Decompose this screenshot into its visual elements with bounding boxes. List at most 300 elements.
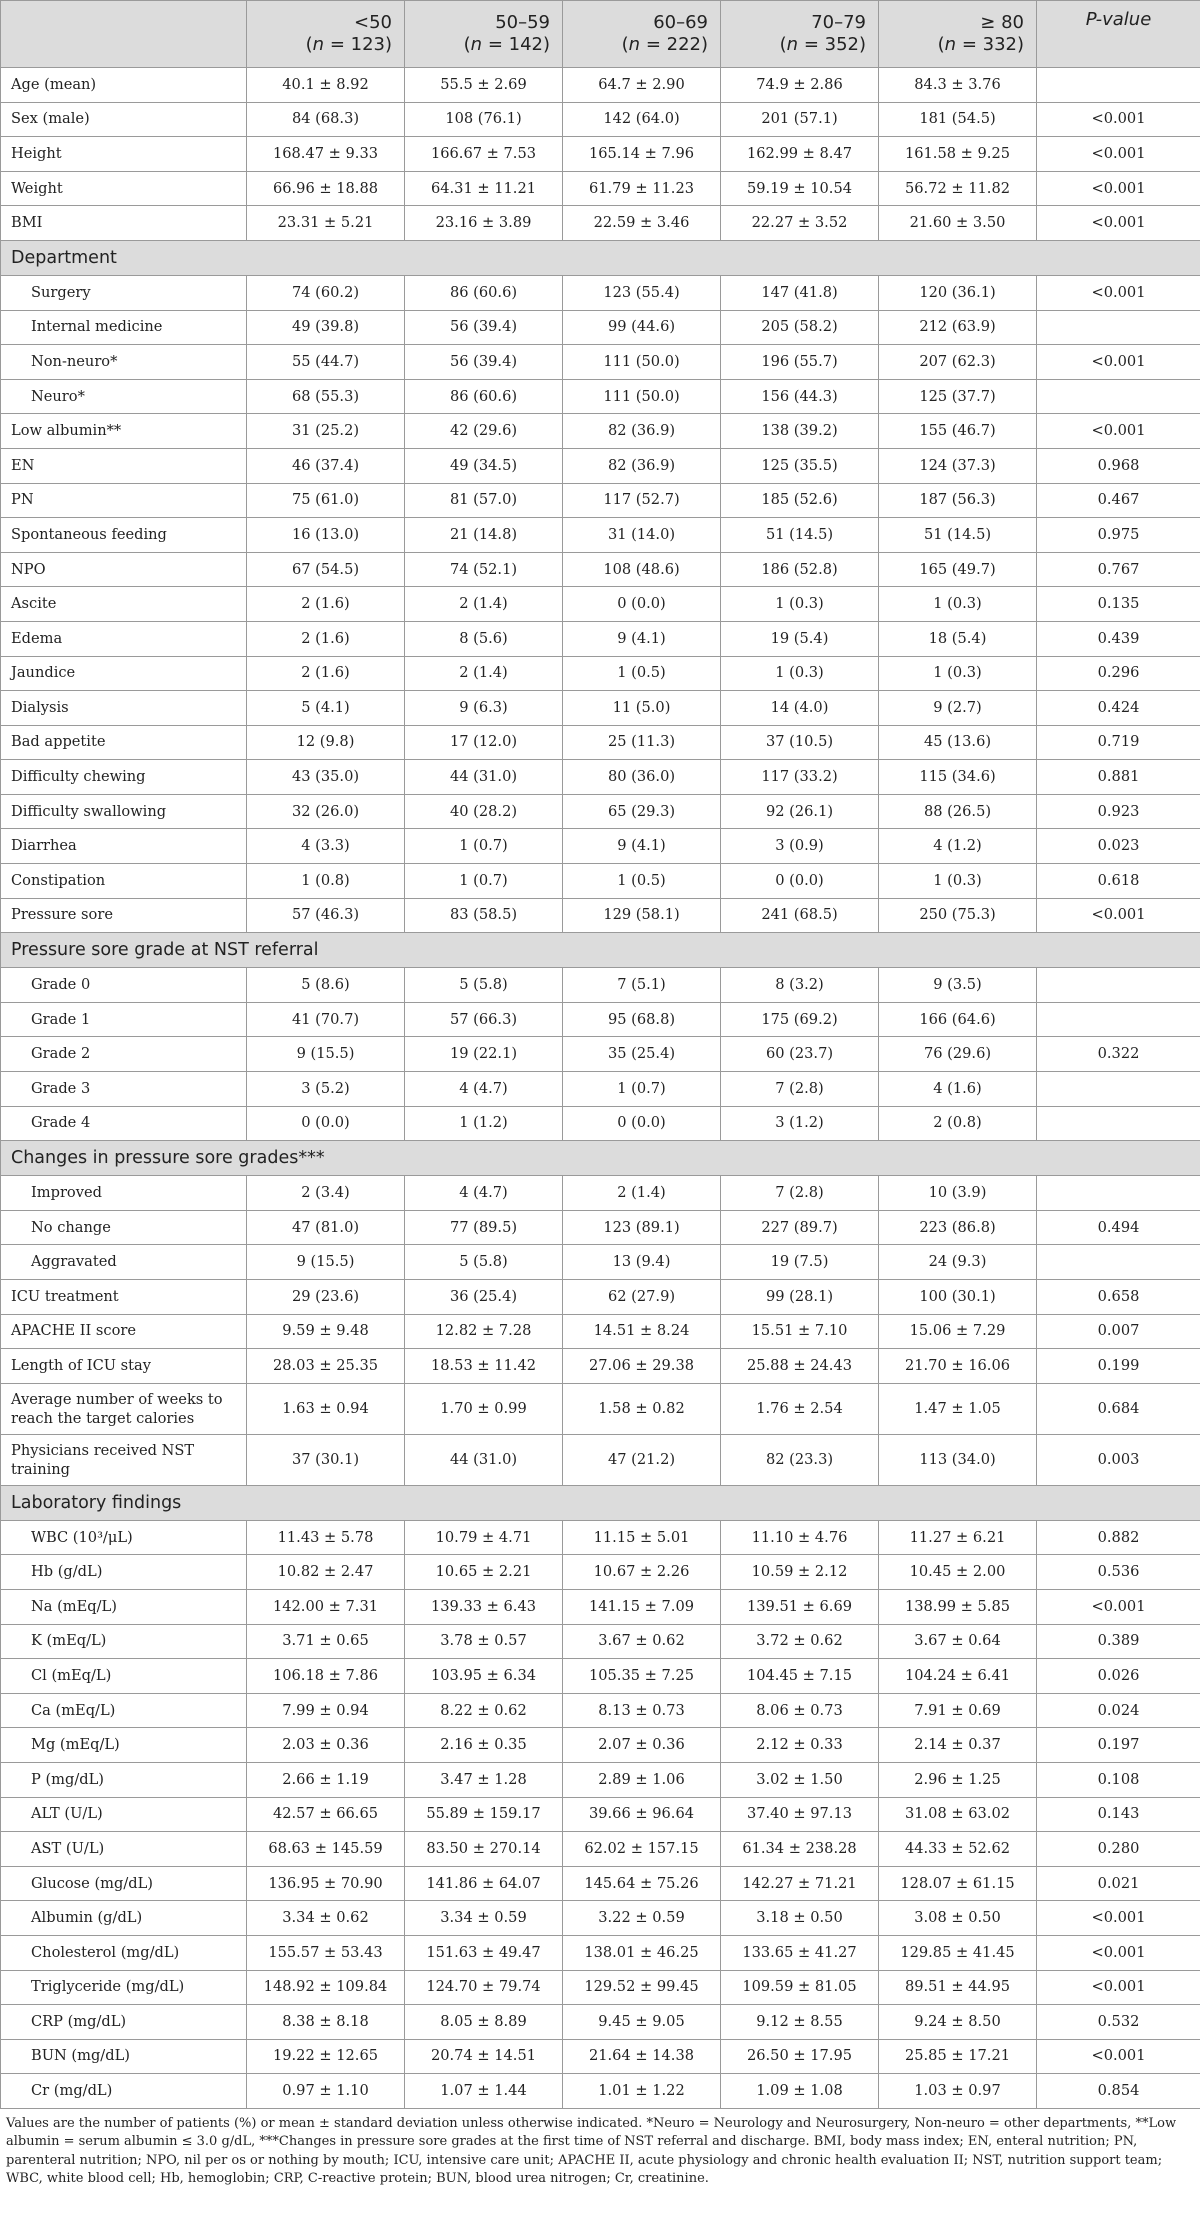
pvalue-cell (1037, 1106, 1200, 1141)
row-label: Cholesterol (mg/dL) (1, 1935, 247, 1970)
row-label: Hb (g/dL) (1, 1555, 247, 1590)
value-cell: 11.15 ± 5.01 (563, 1520, 721, 1555)
row-label: BMI (1, 206, 247, 241)
table-row (1, 829, 1200, 864)
row-label: Weight (1, 171, 247, 206)
table-row (1, 968, 1200, 1003)
header-group-n: (n = 123) (305, 34, 392, 55)
value-cell: 14.51 ± 8.24 (563, 1314, 721, 1349)
value-cell: 155 (46.7) (879, 414, 1037, 449)
value-cell: 68 (55.3) (247, 379, 405, 414)
value-cell: 62 (27.9) (563, 1280, 721, 1315)
table-row (1, 691, 1200, 726)
value-cell: 2 (1.4) (563, 1176, 721, 1211)
value-cell: 59.19 ± 10.54 (721, 171, 879, 206)
value-cell: 2.66 ± 1.19 (247, 1762, 405, 1797)
pvalue-cell: 0.767 (1037, 552, 1200, 587)
value-cell: 9 (2.7) (879, 691, 1037, 726)
table-row (1, 1555, 1200, 1590)
value-cell: 36 (25.4) (405, 1280, 563, 1315)
value-cell: 20.74 ± 14.51 (405, 2039, 563, 2074)
table-row (1, 68, 1200, 103)
pvalue-cell: <0.001 (1037, 206, 1200, 241)
value-cell: 108 (48.6) (563, 552, 721, 587)
table-row (1, 1434, 1200, 1485)
row-label: Internal medicine (1, 310, 247, 345)
value-cell: 12.82 ± 7.28 (405, 1314, 563, 1349)
table-body (1, 68, 1200, 2109)
value-cell: 3 (5.2) (247, 1072, 405, 1107)
value-cell: 2.16 ± 0.35 (405, 1728, 563, 1763)
header-group-n: (n = 352) (779, 34, 866, 55)
table-row (1, 1280, 1200, 1315)
value-cell: 13 (9.4) (563, 1245, 721, 1280)
pvalue-cell: <0.001 (1037, 1901, 1200, 1936)
value-cell: 165.14 ± 7.96 (563, 137, 721, 172)
value-cell: 142.27 ± 71.21 (721, 1866, 879, 1901)
pvalue-cell: 0.322 (1037, 1037, 1200, 1072)
value-cell: 8 (5.6) (405, 621, 563, 656)
row-label: Constipation (1, 864, 247, 899)
table-row (1, 448, 1200, 483)
header-pvalue: P-value (1037, 1, 1200, 68)
table-row (1, 760, 1200, 795)
pvalue-cell: 0.719 (1037, 725, 1200, 760)
table-row (1, 483, 1200, 518)
value-cell: 9.24 ± 8.50 (879, 2005, 1037, 2040)
value-cell: 80 (36.0) (563, 760, 721, 795)
value-cell: 46 (37.4) (247, 448, 405, 483)
value-cell: 3.47 ± 1.28 (405, 1762, 563, 1797)
value-cell: 49 (39.8) (247, 310, 405, 345)
value-cell: 65 (29.3) (563, 794, 721, 829)
value-cell: 26.50 ± 17.95 (721, 2039, 879, 2074)
value-cell: 129.52 ± 99.45 (563, 1970, 721, 2005)
table-row (1, 1210, 1200, 1245)
table-row (1, 1762, 1200, 1797)
pvalue-cell: <0.001 (1037, 1970, 1200, 2005)
value-cell: 68.63 ± 145.59 (247, 1832, 405, 1867)
value-cell: 35 (25.4) (563, 1037, 721, 1072)
table-row (1, 1970, 1200, 2005)
value-cell: 3.71 ± 0.65 (247, 1624, 405, 1659)
value-cell: 1 (0.3) (879, 656, 1037, 691)
value-cell: 241 (68.5) (721, 898, 879, 933)
value-cell: 4 (3.3) (247, 829, 405, 864)
row-label: WBC (10³/μL) (1, 1520, 247, 1555)
pvalue-cell: 0.007 (1037, 1314, 1200, 1349)
value-cell: 3.72 ± 0.62 (721, 1624, 879, 1659)
pvalue-cell: 0.199 (1037, 1349, 1200, 1384)
value-cell: 250 (75.3) (879, 898, 1037, 933)
pvalue-cell: 0.143 (1037, 1797, 1200, 1832)
pvalue-cell: 0.854 (1037, 2074, 1200, 2109)
value-cell: 5 (4.1) (247, 691, 405, 726)
value-cell: 21.60 ± 3.50 (879, 206, 1037, 241)
value-cell: 41 (70.7) (247, 1002, 405, 1037)
value-cell: 3.02 ± 1.50 (721, 1762, 879, 1797)
value-cell: 7 (2.8) (721, 1072, 879, 1107)
table-row (1, 1797, 1200, 1832)
value-cell: 11.10 ± 4.76 (721, 1520, 879, 1555)
value-cell: 11 (5.0) (563, 691, 721, 726)
value-cell: 60 (23.7) (721, 1037, 879, 1072)
row-label: Spontaneous feeding (1, 518, 247, 553)
value-cell: 139.51 ± 6.69 (721, 1589, 879, 1624)
row-label: Dialysis (1, 691, 247, 726)
value-cell: 1 (0.7) (563, 1072, 721, 1107)
value-cell: 124 (37.3) (879, 448, 1037, 483)
table-row (1, 552, 1200, 587)
value-cell: 12 (9.8) (247, 725, 405, 760)
header-age-group (563, 1, 721, 68)
pvalue-cell: 0.684 (1037, 1383, 1200, 1434)
value-cell: 1.07 ± 1.44 (405, 2074, 563, 2109)
value-cell: 64.31 ± 11.21 (405, 171, 563, 206)
value-cell: 151.63 ± 49.47 (405, 1935, 563, 1970)
value-cell: 117 (52.7) (563, 483, 721, 518)
table-row (1, 206, 1200, 241)
table-row (1, 2074, 1200, 2109)
value-cell: 0 (0.0) (563, 1106, 721, 1141)
row-label: Grade 4 (1, 1106, 247, 1141)
pvalue-cell: <0.001 (1037, 2039, 1200, 2074)
value-cell: 1.70 ± 0.99 (405, 1383, 563, 1434)
value-cell: 9.12 ± 8.55 (721, 2005, 879, 2040)
value-cell: 100 (30.1) (879, 1280, 1037, 1315)
value-cell: 4 (4.7) (405, 1176, 563, 1211)
pvalue-cell: 0.003 (1037, 1434, 1200, 1485)
value-cell: 0 (0.0) (247, 1106, 405, 1141)
pvalue-cell: 0.968 (1037, 448, 1200, 483)
value-cell: 37 (30.1) (247, 1434, 405, 1485)
value-cell: 1 (0.3) (721, 587, 879, 622)
value-cell: 56 (39.4) (405, 310, 563, 345)
value-cell: 155.57 ± 53.43 (247, 1935, 405, 1970)
value-cell: 74.9 ± 2.86 (721, 68, 879, 103)
table-row (1, 379, 1200, 414)
table-row (1, 137, 1200, 172)
section-header-row (1, 240, 1200, 275)
header-blank-cell (1, 1, 247, 68)
header-group-n: (n = 222) (621, 34, 708, 55)
table-row (1, 345, 1200, 380)
pvalue-cell: 0.389 (1037, 1624, 1200, 1659)
value-cell: 25.88 ± 24.43 (721, 1349, 879, 1384)
row-label: APACHE II score (1, 1314, 247, 1349)
pvalue-cell: <0.001 (1037, 1935, 1200, 1970)
value-cell: 115 (34.6) (879, 760, 1037, 795)
value-cell: 120 (36.1) (879, 275, 1037, 310)
value-cell: 3 (0.9) (721, 829, 879, 864)
value-cell: 3.67 ± 0.62 (563, 1624, 721, 1659)
row-label: Difficulty chewing (1, 760, 247, 795)
value-cell: 44 (31.0) (405, 760, 563, 795)
table-row (1, 725, 1200, 760)
value-cell: 10 (3.9) (879, 1176, 1037, 1211)
row-label: NPO (1, 552, 247, 587)
value-cell: 205 (58.2) (721, 310, 879, 345)
table-row (1, 275, 1200, 310)
value-cell: 56 (39.4) (405, 345, 563, 380)
pvalue-cell: 0.882 (1037, 1520, 1200, 1555)
value-cell: 2.96 ± 1.25 (879, 1762, 1037, 1797)
pvalue-cell: 0.026 (1037, 1659, 1200, 1694)
table-row (1, 1106, 1200, 1141)
pvalue-cell (1037, 1245, 1200, 1280)
value-cell: 84.3 ± 3.76 (879, 68, 1037, 103)
value-cell: 75 (61.0) (247, 483, 405, 518)
row-label: Albumin (g/dL) (1, 1901, 247, 1936)
row-label: Diarrhea (1, 829, 247, 864)
value-cell: 3.22 ± 0.59 (563, 1901, 721, 1936)
value-cell: 141.86 ± 64.07 (405, 1866, 563, 1901)
value-cell: 106.18 ± 7.86 (247, 1659, 405, 1694)
value-cell: 2 (1.6) (247, 656, 405, 691)
value-cell: 162.99 ± 8.47 (721, 137, 879, 172)
value-cell: 47 (21.2) (563, 1434, 721, 1485)
value-cell: 83.50 ± 270.14 (405, 1832, 563, 1867)
value-cell: 148.92 ± 109.84 (247, 1970, 405, 2005)
header-age-group (879, 1, 1037, 68)
pvalue-cell: <0.001 (1037, 137, 1200, 172)
value-cell: 76 (29.6) (879, 1037, 1037, 1072)
value-cell: 66.96 ± 18.88 (247, 171, 405, 206)
value-cell: 19 (22.1) (405, 1037, 563, 1072)
value-cell: 227 (89.7) (721, 1210, 879, 1245)
value-cell: 8.13 ± 0.73 (563, 1693, 721, 1728)
value-cell: 123 (55.4) (563, 275, 721, 310)
value-cell: 19.22 ± 12.65 (247, 2039, 405, 2074)
value-cell: 0 (0.0) (563, 587, 721, 622)
pvalue-cell: 0.618 (1037, 864, 1200, 899)
value-cell: 8.05 ± 8.89 (405, 2005, 563, 2040)
value-cell: 14 (4.0) (721, 691, 879, 726)
value-cell: 0.97 ± 1.10 (247, 2074, 405, 2109)
value-cell: 104.45 ± 7.15 (721, 1659, 879, 1694)
value-cell: 44.33 ± 52.62 (879, 1832, 1037, 1867)
value-cell: 2 (1.6) (247, 621, 405, 656)
value-cell: 61.79 ± 11.23 (563, 171, 721, 206)
value-cell: 4 (4.7) (405, 1072, 563, 1107)
row-label: Glucose (mg/dL) (1, 1866, 247, 1901)
row-label: BUN (mg/dL) (1, 2039, 247, 2074)
value-cell: 1.76 ± 2.54 (721, 1383, 879, 1434)
table-row (1, 1866, 1200, 1901)
value-cell: 165 (49.7) (879, 552, 1037, 587)
value-cell: 55 (44.7) (247, 345, 405, 380)
value-cell: 95 (68.8) (563, 1002, 721, 1037)
value-cell: 43 (35.0) (247, 760, 405, 795)
value-cell: 83 (58.5) (405, 898, 563, 933)
value-cell: 10.67 ± 2.26 (563, 1555, 721, 1590)
row-label: Neuro* (1, 379, 247, 414)
row-label: No change (1, 1210, 247, 1245)
value-cell: 147 (41.8) (721, 275, 879, 310)
value-cell: 7.99 ± 0.94 (247, 1693, 405, 1728)
table-row (1, 1245, 1200, 1280)
row-label: Triglyceride (mg/dL) (1, 1970, 247, 2005)
pvalue-cell: 0.021 (1037, 1866, 1200, 1901)
header-group-n: (n = 332) (937, 34, 1024, 55)
value-cell: 45 (13.6) (879, 725, 1037, 760)
table-row (1, 2005, 1200, 2040)
table-row (1, 1176, 1200, 1211)
value-cell: 1.58 ± 0.82 (563, 1383, 721, 1434)
value-cell: 25.85 ± 17.21 (879, 2039, 1037, 2074)
value-cell: 39.66 ± 96.64 (563, 1797, 721, 1832)
value-cell: 136.95 ± 70.90 (247, 1866, 405, 1901)
row-label: K (mEq/L) (1, 1624, 247, 1659)
pvalue-cell: 0.280 (1037, 1832, 1200, 1867)
row-label: Na (mEq/L) (1, 1589, 247, 1624)
table-row (1, 1693, 1200, 1728)
value-cell: 5 (5.8) (405, 1245, 563, 1280)
row-label: Grade 1 (1, 1002, 247, 1037)
value-cell: 3.34 ± 0.59 (405, 1901, 563, 1936)
pvalue-cell: 0.532 (1037, 2005, 1200, 2040)
value-cell: 108 (76.1) (405, 102, 563, 137)
pvalue-cell: <0.001 (1037, 345, 1200, 380)
row-label: EN (1, 448, 247, 483)
value-cell: 89.51 ± 44.95 (879, 1970, 1037, 2005)
pvalue-cell: 0.024 (1037, 1693, 1200, 1728)
value-cell: 9 (15.5) (247, 1037, 405, 1072)
value-cell: 181 (54.5) (879, 102, 1037, 137)
table-row (1, 656, 1200, 691)
row-label: Improved (1, 1176, 247, 1211)
value-cell: 82 (36.9) (563, 448, 721, 483)
value-cell: 2.14 ± 0.37 (879, 1728, 1037, 1763)
value-cell: 8 (3.2) (721, 968, 879, 1003)
value-cell: 7 (2.8) (721, 1176, 879, 1211)
value-cell: 138.01 ± 46.25 (563, 1935, 721, 1970)
value-cell: 168.47 ± 9.33 (247, 137, 405, 172)
table-row (1, 1314, 1200, 1349)
row-label: Low albumin** (1, 414, 247, 449)
value-cell: 3.78 ± 0.57 (405, 1624, 563, 1659)
value-cell: 133.65 ± 41.27 (721, 1935, 879, 1970)
value-cell: 1.01 ± 1.22 (563, 2074, 721, 2109)
value-cell: 9 (4.1) (563, 621, 721, 656)
value-cell: 1 (1.2) (405, 1106, 563, 1141)
value-cell: 81 (57.0) (405, 483, 563, 518)
value-cell: 9 (4.1) (563, 829, 721, 864)
row-label: Edema (1, 621, 247, 656)
header-age-group (247, 1, 405, 68)
value-cell: 113 (34.0) (879, 1434, 1037, 1485)
value-cell: 138.99 ± 5.85 (879, 1589, 1037, 1624)
value-cell: 223 (86.8) (879, 1210, 1037, 1245)
pvalue-cell (1037, 310, 1200, 345)
value-cell: 84 (68.3) (247, 102, 405, 137)
header-age-group (405, 1, 563, 68)
value-cell: 23.31 ± 5.21 (247, 206, 405, 241)
value-cell: 196 (55.7) (721, 345, 879, 380)
table-row (1, 1624, 1200, 1659)
table-row (1, 794, 1200, 829)
pvalue-cell (1037, 379, 1200, 414)
pvalue-cell: 0.135 (1037, 587, 1200, 622)
value-cell: 8.38 ± 8.18 (247, 2005, 405, 2040)
value-cell: 1 (0.8) (247, 864, 405, 899)
value-cell: 47 (81.0) (247, 1210, 405, 1245)
table-row (1, 1728, 1200, 1763)
value-cell: 77 (89.5) (405, 1210, 563, 1245)
header-age-group (721, 1, 879, 68)
section-header-row (1, 1141, 1200, 1176)
pvalue-cell: 0.108 (1037, 1762, 1200, 1797)
value-cell: 88 (26.5) (879, 794, 1037, 829)
value-cell: 16 (13.0) (247, 518, 405, 553)
value-cell: 86 (60.6) (405, 379, 563, 414)
value-cell: 111 (50.0) (563, 379, 721, 414)
pvalue-cell: <0.001 (1037, 102, 1200, 137)
value-cell: 40.1 ± 8.92 (247, 68, 405, 103)
value-cell: 166.67 ± 7.53 (405, 137, 563, 172)
value-cell: 10.59 ± 2.12 (721, 1555, 879, 1590)
value-cell: 2 (3.4) (247, 1176, 405, 1211)
value-cell: 10.79 ± 4.71 (405, 1520, 563, 1555)
value-cell: 31 (14.0) (563, 518, 721, 553)
value-cell: 24 (9.3) (879, 1245, 1037, 1280)
table-row (1, 414, 1200, 449)
value-cell: 9 (3.5) (879, 968, 1037, 1003)
row-label: CRP (mg/dL) (1, 2005, 247, 2040)
value-cell: 2.07 ± 0.36 (563, 1728, 721, 1763)
value-cell: 2 (1.4) (405, 587, 563, 622)
section-title: Changes in pressure sore grades*** (1, 1141, 1200, 1176)
value-cell: 17 (12.0) (405, 725, 563, 760)
row-label: Pressure sore (1, 898, 247, 933)
value-cell: 82 (23.3) (721, 1434, 879, 1485)
section-header-row (1, 1485, 1200, 1520)
row-label: Cr (mg/dL) (1, 2074, 247, 2109)
value-cell: 175 (69.2) (721, 1002, 879, 1037)
value-cell: 139.33 ± 6.43 (405, 1589, 563, 1624)
table-row (1, 1037, 1200, 1072)
value-cell: 1.63 ± 0.94 (247, 1383, 405, 1434)
value-cell: 31 (25.2) (247, 414, 405, 449)
table-footnote: Values are the number of patients (%) or mean ± standard deviation unless otherwise indicated. *Neuro = Neurology and Neurosurgery, Non-neuro = other departments, **Low albumin = serum albumin ≤ 3.0 g/dL, ***Changes in pressure sore grades at the first time of NST referral and discharge. BMI, body mass index; EN, enteral nutrition; PN, parenteral nutrition; NPO, nil per os or nothing by mouth; ICU, intensive care unit; APACHE II, acute physiology and chronic health evaluation II; NST, nutrition support team; WBC, white blood cell; Hb, hemoglobin; CRP, C-reactive protein; BUN, blood urea nitrogen; Cr, creatinine. (6, 2115, 1177, 2187)
row-label: Non-neuro* (1, 345, 247, 380)
value-cell: 31.08 ± 63.02 (879, 1797, 1037, 1832)
row-label: Grade 0 (1, 968, 247, 1003)
value-cell: 7.91 ± 0.69 (879, 1693, 1037, 1728)
value-cell: 11.43 ± 5.78 (247, 1520, 405, 1555)
table-row (1, 898, 1200, 933)
row-label: Physicians received NST training (1, 1434, 247, 1485)
header-group-label: 50–59 (495, 12, 550, 33)
value-cell: 5 (5.8) (405, 968, 563, 1003)
value-cell: 3.67 ± 0.64 (879, 1624, 1037, 1659)
value-cell: 21.64 ± 14.38 (563, 2039, 721, 2074)
pvalue-cell: 0.923 (1037, 794, 1200, 829)
value-cell: 103.95 ± 6.34 (405, 1659, 563, 1694)
table-row (1, 518, 1200, 553)
value-cell: 10.65 ± 2.21 (405, 1555, 563, 1590)
value-cell: 99 (44.6) (563, 310, 721, 345)
value-cell: 11.27 ± 6.21 (879, 1520, 1037, 1555)
pvalue-cell: <0.001 (1037, 171, 1200, 206)
value-cell: 156 (44.3) (721, 379, 879, 414)
table-row (1, 1002, 1200, 1037)
pvalue-cell: <0.001 (1037, 1589, 1200, 1624)
value-cell: 187 (56.3) (879, 483, 1037, 518)
value-cell: 27.06 ± 29.38 (563, 1349, 721, 1384)
value-cell: 49 (34.5) (405, 448, 563, 483)
value-cell: 9 (15.5) (247, 1245, 405, 1280)
